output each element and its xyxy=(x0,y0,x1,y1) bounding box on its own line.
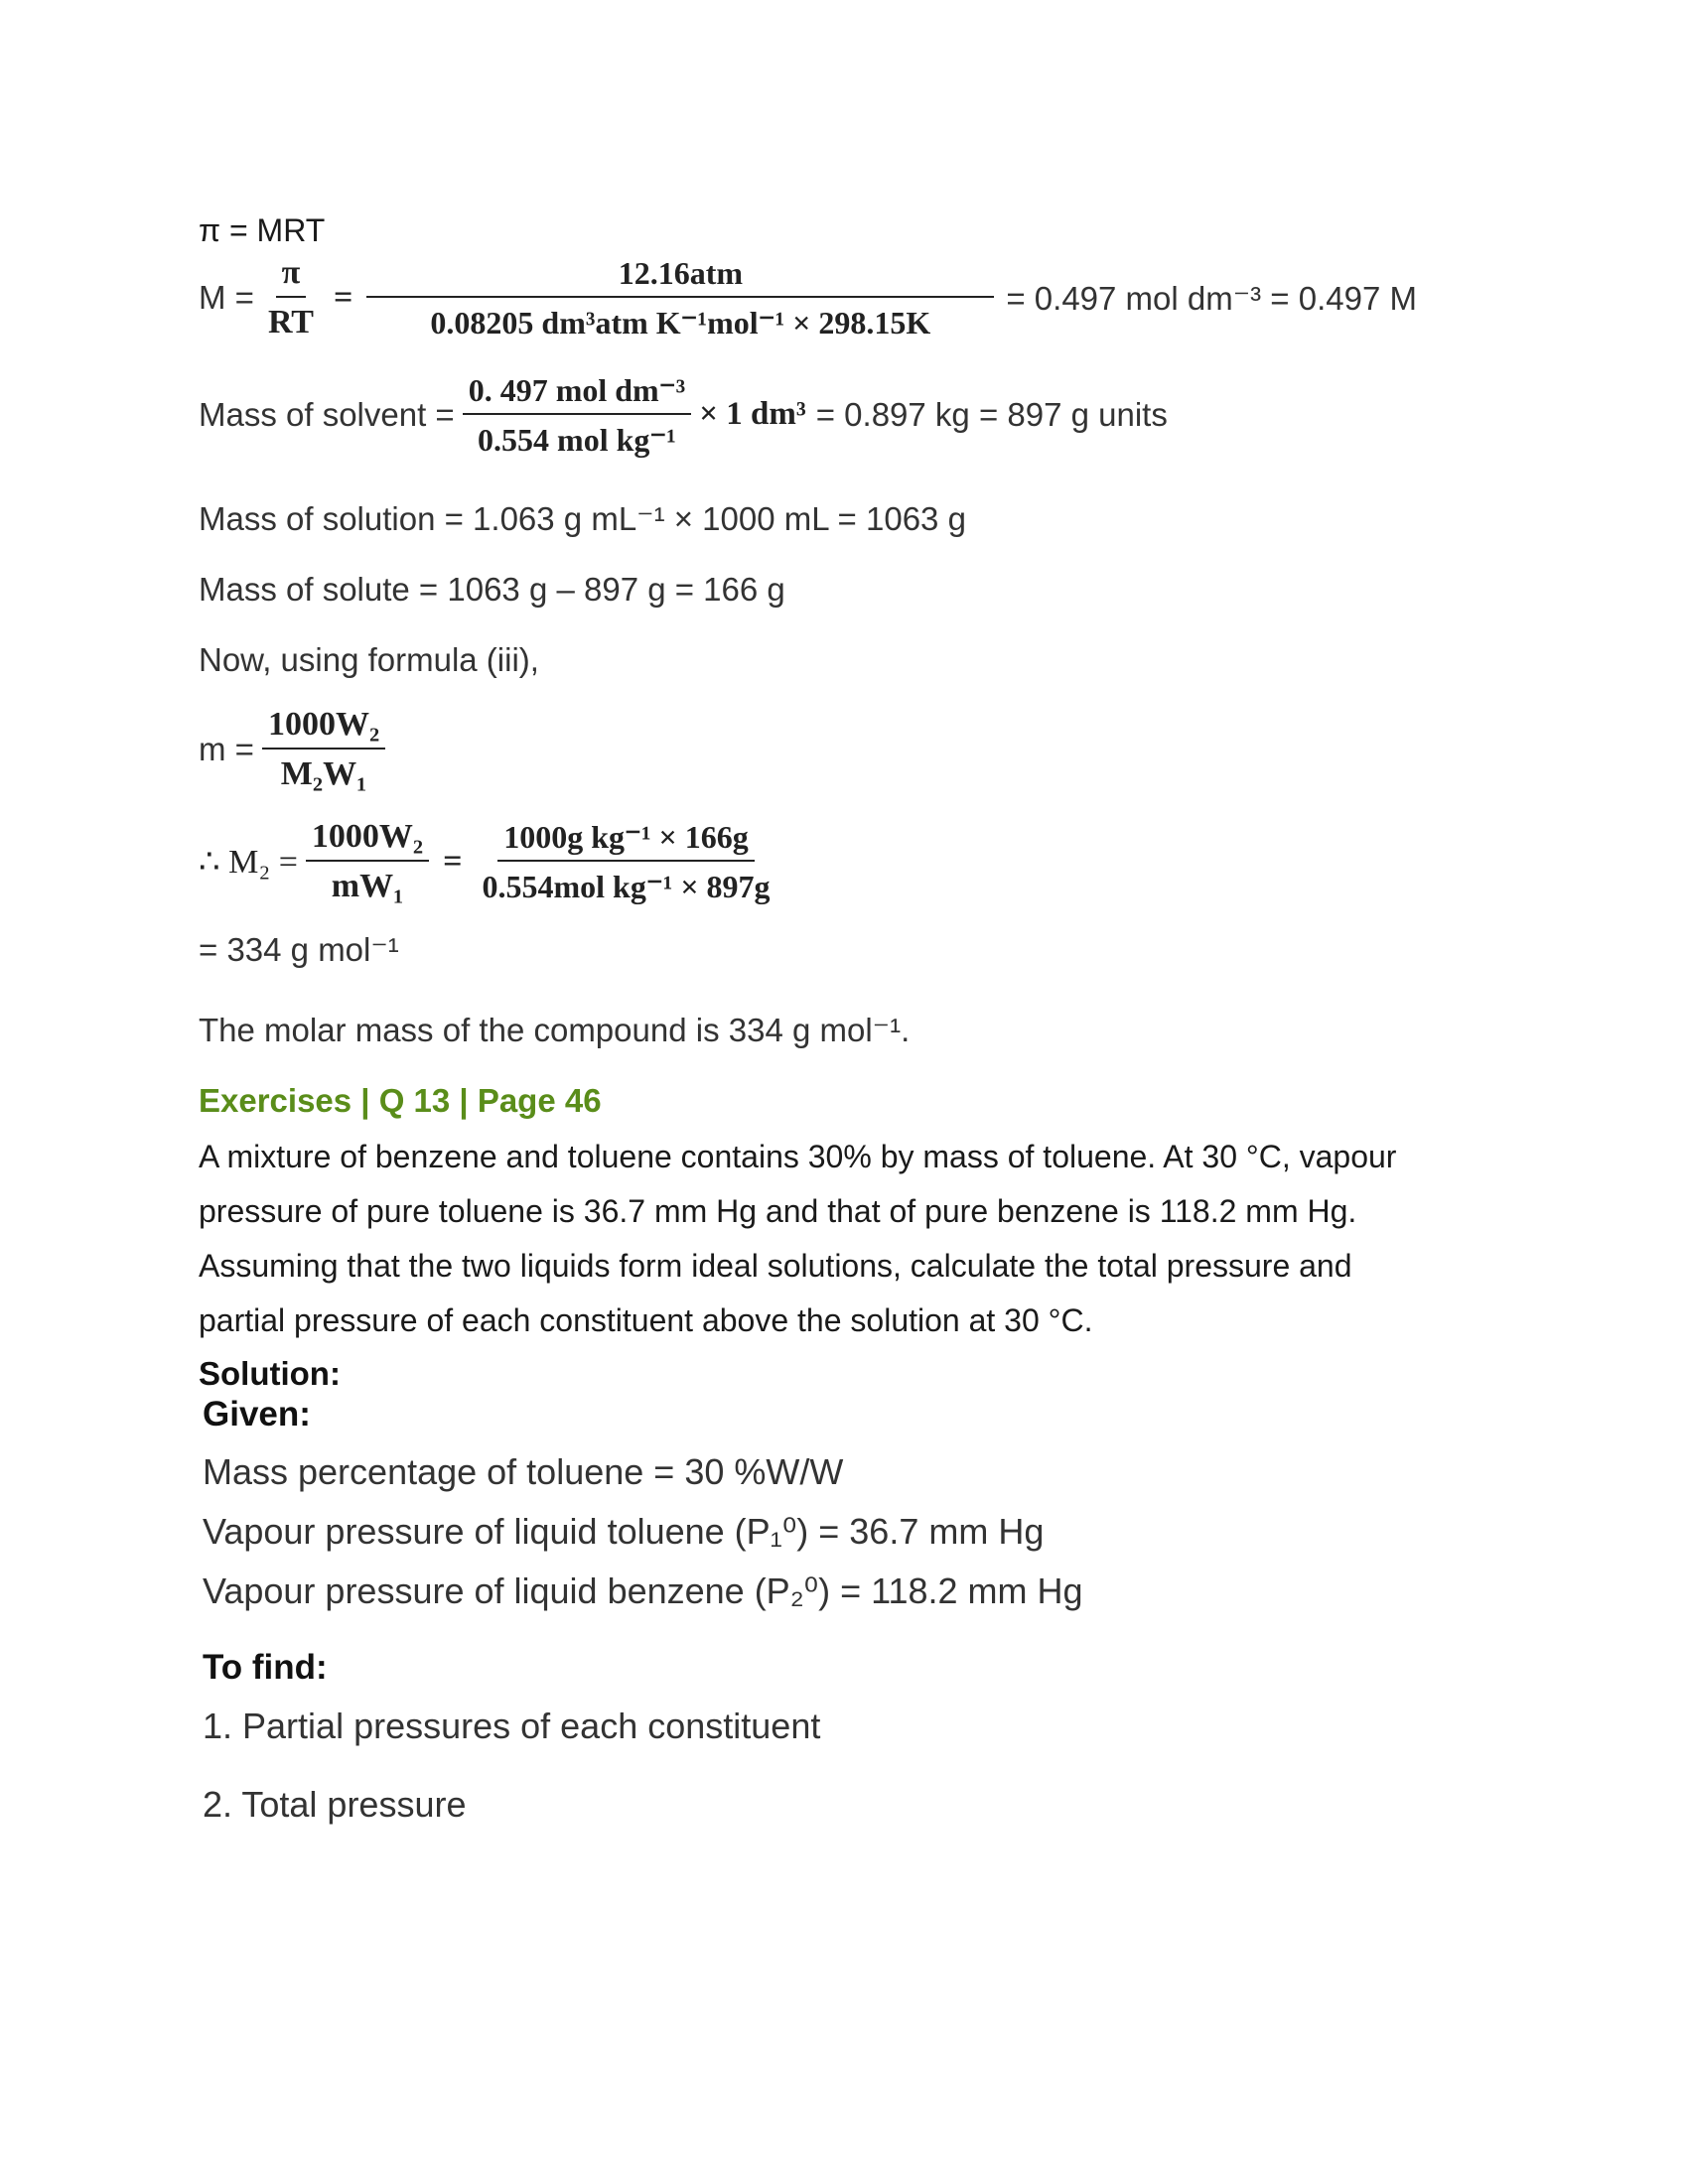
equation-pi-mrt: π = MRT xyxy=(199,212,326,248)
given-item: Vapour pressure of liquid toluene (P₁⁰) = 36.7 mm Hg xyxy=(203,1511,1045,1552)
fraction-denominator: 0.08205 dm³atm K⁻¹mol⁻¹ × 298.15K xyxy=(430,304,931,341)
equation-molality xyxy=(199,700,393,799)
mass-of-solute: Mass of solute = 1063 g – 897 g = 166 g xyxy=(199,571,785,608)
to-find-item: 1. Partial pressures of each constituent xyxy=(203,1706,821,1746)
fraction-numerator: 1000W₂ xyxy=(262,706,385,750)
molar-mass-statement: The molar mass of the compound is 334 g mol⁻¹. xyxy=(199,1012,911,1048)
equation-molarity xyxy=(199,248,1417,347)
fraction-numerator: π xyxy=(276,254,307,298)
fraction-molarity-values xyxy=(366,255,994,341)
to-find-item: 2. Total pressure xyxy=(203,1784,467,1825)
molarity-label: M = xyxy=(199,279,254,316)
therefore-label: ∴ M₂ = xyxy=(199,843,298,881)
solvent-multiplier: × 1 dm³ xyxy=(699,396,806,432)
fraction-solvent xyxy=(463,371,691,459)
fraction-denominator: mW₁ xyxy=(331,867,404,904)
fraction-denominator: 0.554 mol kg⁻¹ xyxy=(478,421,676,458)
question-line: partial pressure of each constituent above the solution at 30 °C. xyxy=(199,1302,1093,1338)
solution-label: Solution: xyxy=(199,1355,341,1392)
fraction-numerator: 0. 497 mol dm⁻³ xyxy=(463,371,691,415)
fraction-molar-mass-values xyxy=(476,818,775,905)
fraction-denominator: 0.554mol kg⁻¹ × 897g xyxy=(482,868,771,904)
question-line: pressure of pure toluene is 36.7 mm Hg and that of pure benzene is 118.2 mm Hg. xyxy=(199,1193,1357,1229)
fraction-numerator: 12.16atm xyxy=(366,255,994,298)
result-334: = 334 g mol⁻¹ xyxy=(199,931,399,968)
given-label: Given: xyxy=(203,1395,311,1433)
solvent-label: Mass of solvent = xyxy=(199,395,455,433)
fraction-pi-over-rt xyxy=(262,254,320,341)
mass-of-solution: Mass of solution = 1.063 g mL⁻¹ × 1000 mL = 1063 g xyxy=(199,500,966,537)
question-line: A mixture of benzene and toluene contains 30% by mass of toluene. At 30 °C, vapour xyxy=(199,1139,1397,1174)
fraction-numerator: 1000g kg⁻¹ × 166g xyxy=(497,818,755,862)
fraction-denominator: RT xyxy=(267,304,314,341)
molality-label: m = xyxy=(199,731,254,767)
exercise-heading: Exercises | Q 13 | Page 46 xyxy=(199,1082,602,1119)
fraction-1000w2-mw1 xyxy=(306,818,429,905)
now-using-formula: Now, using formula (iii), xyxy=(199,641,539,678)
question-line: Assuming that the two liquids form ideal solutions, calculate the total pressure and xyxy=(199,1248,1352,1284)
fraction-denominator: M₂W₁ xyxy=(280,755,367,792)
equals-sign: = xyxy=(443,842,463,880)
molarity-result: = 0.497 mol dm⁻³ = 0.497 M xyxy=(1006,279,1417,317)
solvent-result: = 0.897 kg = 897 g units xyxy=(815,395,1168,433)
given-item: Vapour pressure of liquid benzene (P₂⁰) = 118.2 mm Hg xyxy=(203,1570,1083,1611)
fraction-molality xyxy=(262,706,385,793)
equation-molar-mass xyxy=(199,809,784,913)
equation-mass-solvent xyxy=(199,362,1168,467)
given-item: Mass percentage of toluene = 30 %W/W xyxy=(203,1451,844,1492)
equals-sign: = xyxy=(333,279,353,316)
fraction-numerator: 1000W₂ xyxy=(306,818,429,862)
to-find-label: To find: xyxy=(203,1648,328,1687)
